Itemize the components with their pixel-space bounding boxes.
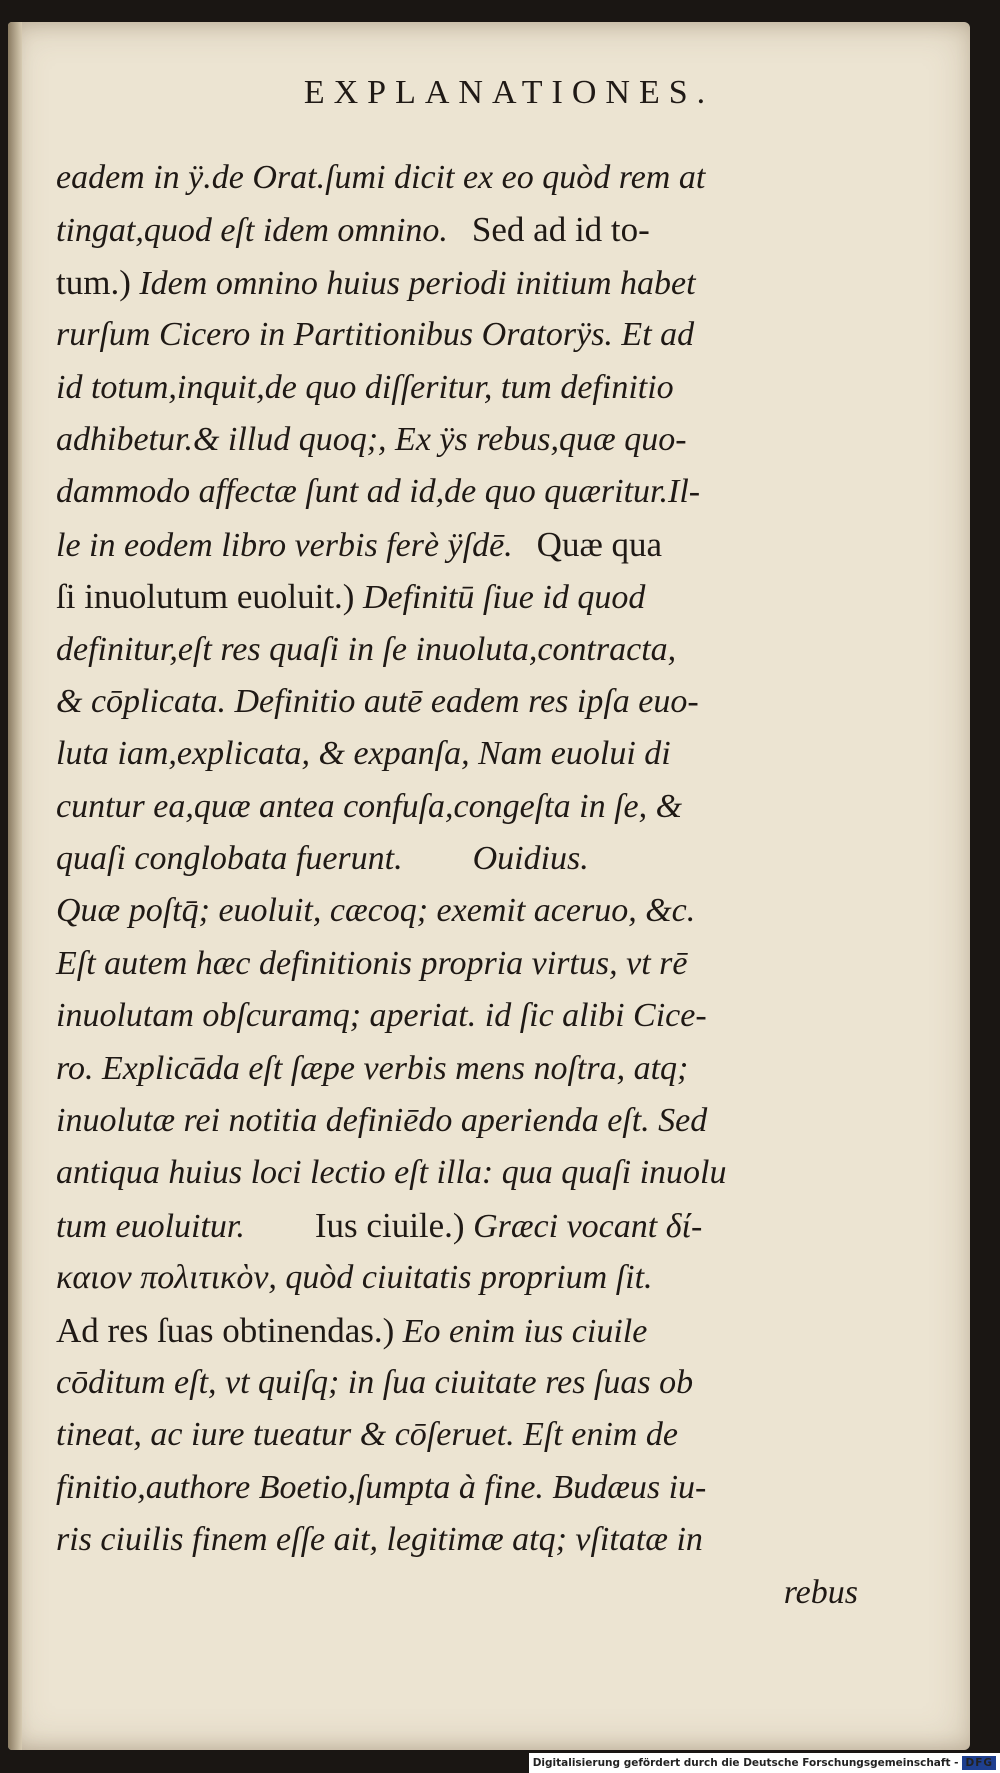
commentary-text: adhibetur.& illud quoq;, Ex ÿs rebus,quæ quo- bbox=[56, 420, 687, 458]
commentary-text: Eo enim ius ciuile bbox=[394, 1312, 648, 1350]
commentary-text: cuntur ea,quæ antea confuſa,congeſta in ſe, & bbox=[56, 787, 683, 825]
dfg-logo: DFG bbox=[962, 1756, 996, 1770]
lemma-text: ſi inuolutum euoluit.) bbox=[56, 577, 355, 617]
commentary-text: Quæ poſtq̄; euoluit, cæcoq; exemit aceruo, &c. bbox=[56, 892, 696, 930]
text-line bbox=[56, 257, 858, 309]
text-line bbox=[56, 414, 858, 466]
text-line bbox=[56, 676, 858, 728]
lemma-text: Quæ qua bbox=[536, 524, 663, 564]
commentary-text: Idem omnino huius periodi initium habet bbox=[130, 264, 696, 302]
text-line bbox=[56, 833, 858, 885]
text-line bbox=[56, 1043, 858, 1095]
text-line bbox=[56, 885, 858, 937]
text-line bbox=[56, 1095, 858, 1147]
commentary-text: eadem in ÿ.de Orat.ſumi dicit ex eo quòd rem at bbox=[56, 159, 706, 196]
commentary-text: Græci vocant δί- bbox=[464, 1207, 703, 1245]
running-head: EXPLANATIONES. bbox=[303, 74, 715, 111]
commentary-text: inuolutæ rei notitia definiēdo aperienda eſt. Sed bbox=[56, 1102, 708, 1140]
lemma-text: Ad res ſuas obtinendas.) bbox=[56, 1310, 395, 1350]
commentary-text: inuolutam obſcuramq; aperiat. id ſic alibi Cice- bbox=[56, 997, 707, 1035]
commentary-text: καιον πολιτικὸν, quòd ciuitatis proprium ſit. bbox=[56, 1259, 653, 1297]
text-line bbox=[56, 1147, 858, 1199]
text-line bbox=[56, 781, 858, 833]
text-line bbox=[56, 1462, 858, 1514]
page-gutter-edge bbox=[8, 22, 22, 1750]
text-line bbox=[56, 1200, 858, 1252]
text-line bbox=[56, 309, 858, 361]
text-line bbox=[56, 990, 858, 1042]
lemma-text: tum.) bbox=[56, 262, 131, 302]
text-line bbox=[56, 1305, 858, 1357]
text-line bbox=[56, 938, 858, 990]
commentary-text: rurſum Cicero in Partitionibus Oratorÿs. Et ad bbox=[56, 316, 695, 354]
commentary-text: Eſt autem hæc definitionis propria virtus, vt rē bbox=[56, 944, 688, 982]
body-text bbox=[56, 152, 858, 1619]
text-line bbox=[56, 152, 858, 204]
commentary-text: tingat,quod eſt idem omnino. bbox=[56, 212, 448, 250]
text-line bbox=[56, 1252, 858, 1304]
lemma-text: Ius ciuile.) bbox=[314, 1205, 465, 1245]
commentary-text: tineat, ac iure tueatur & cōſeruet. Eſt enim de bbox=[56, 1416, 678, 1454]
text-line bbox=[56, 1357, 858, 1409]
commentary-text: tum euoluitur. bbox=[56, 1207, 245, 1245]
lemma-text: Sed ad id to- bbox=[471, 210, 650, 250]
text-line bbox=[56, 728, 858, 780]
digitization-credit bbox=[529, 1753, 1000, 1773]
commentary-text: ris ciuilis finem eſſe ait, legitimæ atq; vſitatæ in bbox=[56, 1521, 703, 1559]
text-line bbox=[56, 466, 858, 518]
commentary-text: & cōplicata. Definitio autē eadem res ipſa euo- bbox=[56, 682, 699, 720]
commentary-text: id totum,inquit,de quo diſſeritur, tum definitio bbox=[56, 368, 674, 406]
commentary-text: Ouidius. bbox=[472, 840, 589, 878]
commentary-text: ro. Explicāda eſt ſæpe verbis mens noſtra, atq; bbox=[56, 1049, 689, 1087]
commentary-text: dammodo affectæ ſunt ad id,de quo quæritur.Il- bbox=[56, 473, 701, 511]
text-line bbox=[56, 1409, 858, 1461]
commentary-text: definitur,eſt res quaſi in ſe inuoluta,contracta, bbox=[56, 630, 677, 668]
commentary-text: quaſi conglobata fuerunt. bbox=[56, 840, 403, 878]
text-line bbox=[56, 519, 858, 571]
text-line bbox=[56, 362, 858, 414]
text-line bbox=[56, 1514, 858, 1566]
catchword: rebus bbox=[783, 1573, 858, 1611]
text-line bbox=[56, 204, 858, 256]
commentary-text: luta iam,explicata, & expanſa, Nam euolui di bbox=[56, 735, 671, 773]
book-page bbox=[8, 22, 970, 1750]
commentary-text: finitio,authore Boetio,ſumpta à fine. Budæus iu- bbox=[56, 1468, 707, 1506]
commentary-text: cōditum eſt, vt quiſq; in ſua ciuitate res ſuas ob bbox=[56, 1363, 694, 1401]
commentary-text: Definitū ſiue id quod bbox=[354, 579, 646, 617]
text-line bbox=[56, 624, 858, 676]
text-line bbox=[56, 571, 858, 623]
commentary-text: le in eodem libro verbis ferè ÿſdē. bbox=[56, 526, 513, 564]
commentary-text: antiqua huius loci lectio eſt illa: qua quaſi inuolu bbox=[56, 1154, 727, 1192]
credit-text: Digitalisierung gefördert durch die Deutsche Forschungsgemeinschaft - bbox=[532, 1757, 959, 1769]
